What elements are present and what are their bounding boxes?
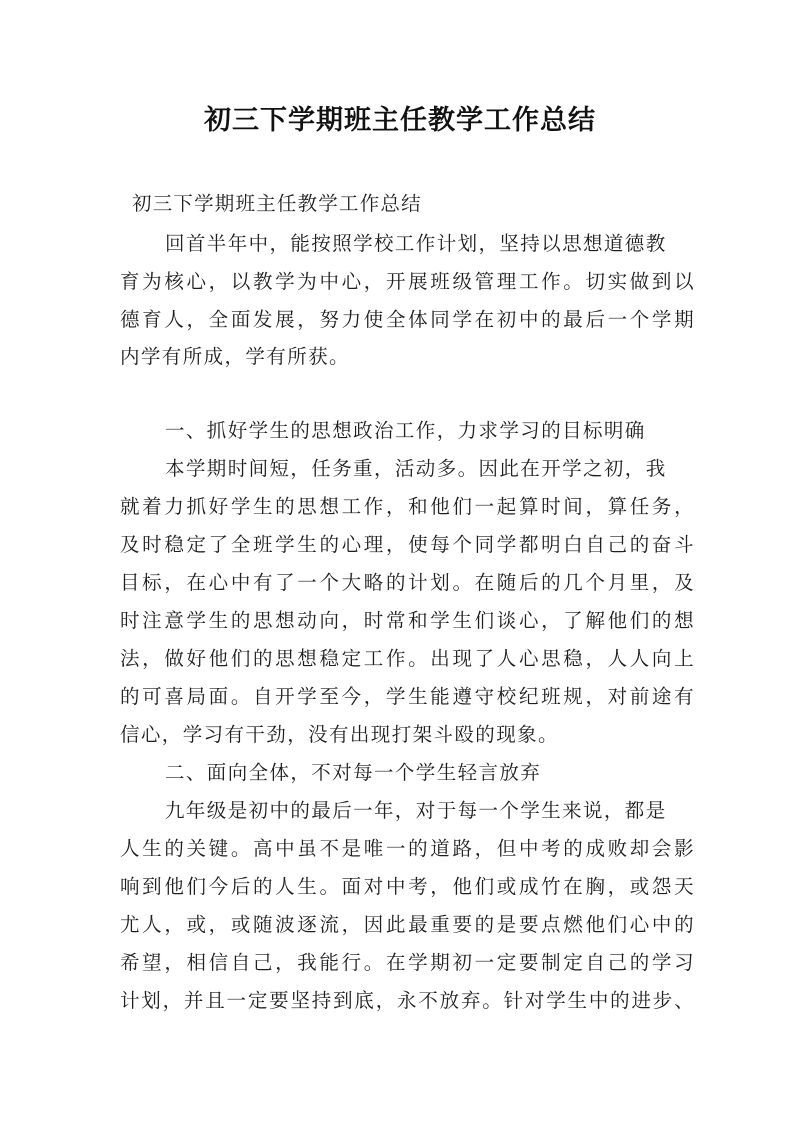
paragraph-2-line-1: 本学期时间短，任务重，活动多。因此在开学之初，我	[165, 457, 667, 480]
paragraph-3-line-6: 计划，并且一定要坚持到底，永不放弃。针对学生中的进步、	[120, 989, 695, 1012]
paragraph-1-line-1: 回首半年中，能按照学校工作计划，坚持以思想道德教	[165, 232, 667, 255]
paragraph-2-line-8: 信心，学习有干劲，没有出现打架斗殴的现象。	[120, 723, 559, 746]
paragraph-3-line-4: 尤人，或，或随波逐流，因此最重要的是要点燃他们心中的	[120, 913, 695, 936]
paragraph-1-line-3: 德育人，全面发展，努力使全体同学在初中的最后一个学期	[120, 308, 695, 331]
paragraph-2-line-5: 时注意学生的思想动向，时常和学生们谈心，了解他们的想	[120, 609, 695, 632]
paragraph-3-line-1: 九年级是初中的最后一年，对于每一个学生来说，都是	[165, 799, 667, 822]
paragraph-1-line-2: 育为核心，以教学为中心，开展班级管理工作。切实做到以	[120, 270, 695, 293]
paragraph-3-line-2: 人生的关键。高中虽不是唯一的道路，但中考的成败却会影	[120, 837, 695, 860]
document-subtitle: 初三下学期班主任教学工作总结	[132, 192, 422, 215]
paragraph-2-line-2: 就着力抓好学生的思想工作，和他们一起算时间，算任务，	[120, 495, 695, 518]
paragraph-2-line-6: 法，做好他们的思想稳定工作。出现了人心思稳，人人向上	[120, 647, 695, 670]
paragraph-1-line-4: 内学有所成，学有所获。	[120, 345, 350, 368]
page-title: 初三下学期班主任教学工作总结	[204, 105, 596, 136]
paragraph-2-line-3: 及时稳定了全班学生的心理，使每个同学都明白自己的奋斗	[120, 533, 695, 556]
section-2-heading: 二、面向全体，不对每一个学生轻言放弃	[165, 761, 542, 784]
paragraph-3-line-5: 希望，相信自己，我能行。在学期初一定要制定自己的学习	[120, 951, 695, 974]
paragraph-2-line-4: 目标，在心中有了一个大略的计划。在随后的几个月里，及	[120, 571, 695, 594]
paragraph-2-line-7: 的可喜局面。自开学至今，学生能遵守校纪班规，对前途有	[120, 685, 695, 708]
section-1-heading: 一、抓好学生的思想政治工作，力求学习的目标明确	[165, 419, 646, 442]
paragraph-3-line-3: 响到他们今后的人生。面对中考，他们或成竹在胸，或怨天	[120, 875, 695, 898]
